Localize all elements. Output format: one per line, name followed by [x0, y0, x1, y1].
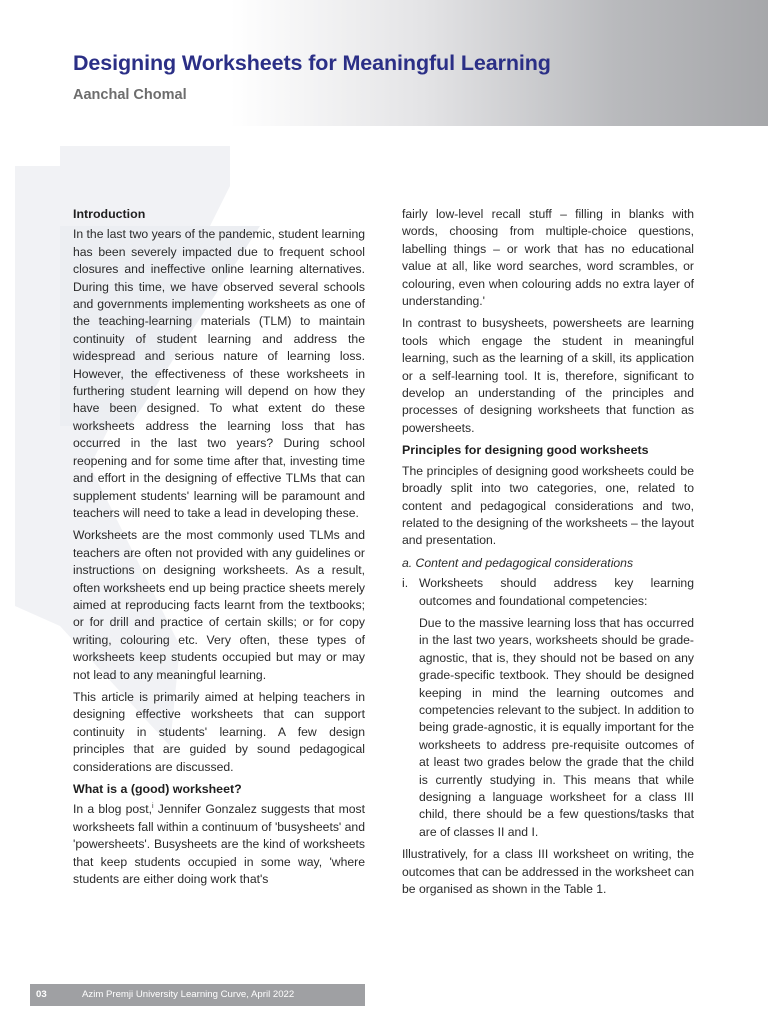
what-paragraph-start: In a blog post, [73, 802, 153, 817]
closing-paragraph: Illustratively, for a class III worksheet on writing, the outcomes that can be addressed in the worksheet can be organised as shown in the Table 1. [402, 847, 695, 897]
list-item-heading-text: Worksheets should address key learning outcomes and foundational competencies: [419, 576, 694, 608]
article-author: Aanchal Chomal [73, 87, 187, 103]
intro-paragraph-3: This article is primarily aimed at helping teachers in designing effective worksheets that can support continuity in students' learning. A few design principles that are guided by sound pedagogical considerations are discussed. [73, 689, 365, 774]
journal-name: Azim Premji University Learning Curve, April 2022 [82, 989, 295, 1000]
section-heading-introduction: Introduction [73, 207, 146, 221]
footer-bar [30, 984, 365, 1006]
right-column [402, 206, 694, 903]
section-heading-principles: Principles for designing good worksheets [402, 443, 649, 458]
what-paragraph-rest: Jennifer Gonzalez suggests that most worksheets fall within a continuum of 'busysheets' and 'powersheets'. Busysheets are the kind of worksheets that keep students occupied in some way, 'where students are either doing work that's [73, 802, 365, 887]
intro-paragraph-1: In the last two years of the pandemic, student learning has been severely impacted due to frequent school closures and ineffective online learning alternatives. During this time, we have observed several schools and governments implementing worksheets as one of the teaching-learning materials (TLM) to maintain continuity of student learning and address the widespread and serious nature of learning loss. However, the effectiveness of these worksheets in furthering student learning will depend on how they have been designed. To what extent do these worksheets address the learning loss that has occurred in the last two years? During school reopening and for some time after that, investing time and effort in the designing of effective TLMs that can supplement students' learning will be paramount and teachers will need to take a lead in developing these. [73, 227, 365, 520]
left-column [73, 206, 365, 893]
intro-paragraph-2: Worksheets are the most commonly used TLMs and teachers are often not provided with any guidelines or instructions on designing worksheets. As a result, often worksheets end up being practice sheets merely aimed at reproducing facts learnt from the textbooks; or for drill and practice of certain skills; or for copy writing, colouring etc. Very often, these types of worksheets keep students occupied but may or may not lead to any meaningful learning. [73, 528, 365, 682]
article-title: Designing Worksheets for Meaningful Learning [73, 51, 551, 75]
list-item-i-body: Due to the massive learning loss that has occurred in the last two years, worksheets should be grade-agnostic, that is, they should not be based on any grade-specific textbook. They should be designed keeping in mind the learning outcomes and competencies relevant to the subject. In addition to being grade-agnostic, it is equally important for the worksheets to address pre-requisite outcomes of at least two grades below the grade that the child is currently studying in. This means that while designing a language worksheet for a class III child, there should be a few questions/tasks that are of classes II and I. [419, 615, 694, 839]
list-item-i-heading [402, 575, 694, 610]
principles-paragraph: The principles of designing good worksheets could be broadly split into two categories, one, related to content and pedagogical considerations and two, related to the designing of the worksheets – the layout and presentation. [402, 463, 695, 548]
subheading-content-pedagogical: a. Content and pedagogical considerations [402, 555, 634, 570]
page-number: 03 [36, 989, 47, 1000]
list-item-number: i. [402, 576, 409, 591]
powersheets-paragraph: In contrast to busysheets, powersheets are learning tools which engage the student in meaningful learning, such as the learning of a skill, its application or a self-learning tool. It is, therefore, significant to develop an understanding of the principles and processes of designing worksheets that function as powersheets. [402, 316, 694, 435]
continued-paragraph: fairly low-level recall stuff – filling in blanks with words, choosing from multiple-choice questions, labelling things – or work that has no educational value at all, like word searches, word scrambles, or colouring, even when colouring adds no extra layer of understanding.' [402, 207, 694, 309]
what-paragraph-1 [73, 801, 365, 888]
footnote-marker: i [152, 803, 154, 811]
section-heading-what-is-worksheet: What is a (good) worksheet? [73, 782, 242, 796]
